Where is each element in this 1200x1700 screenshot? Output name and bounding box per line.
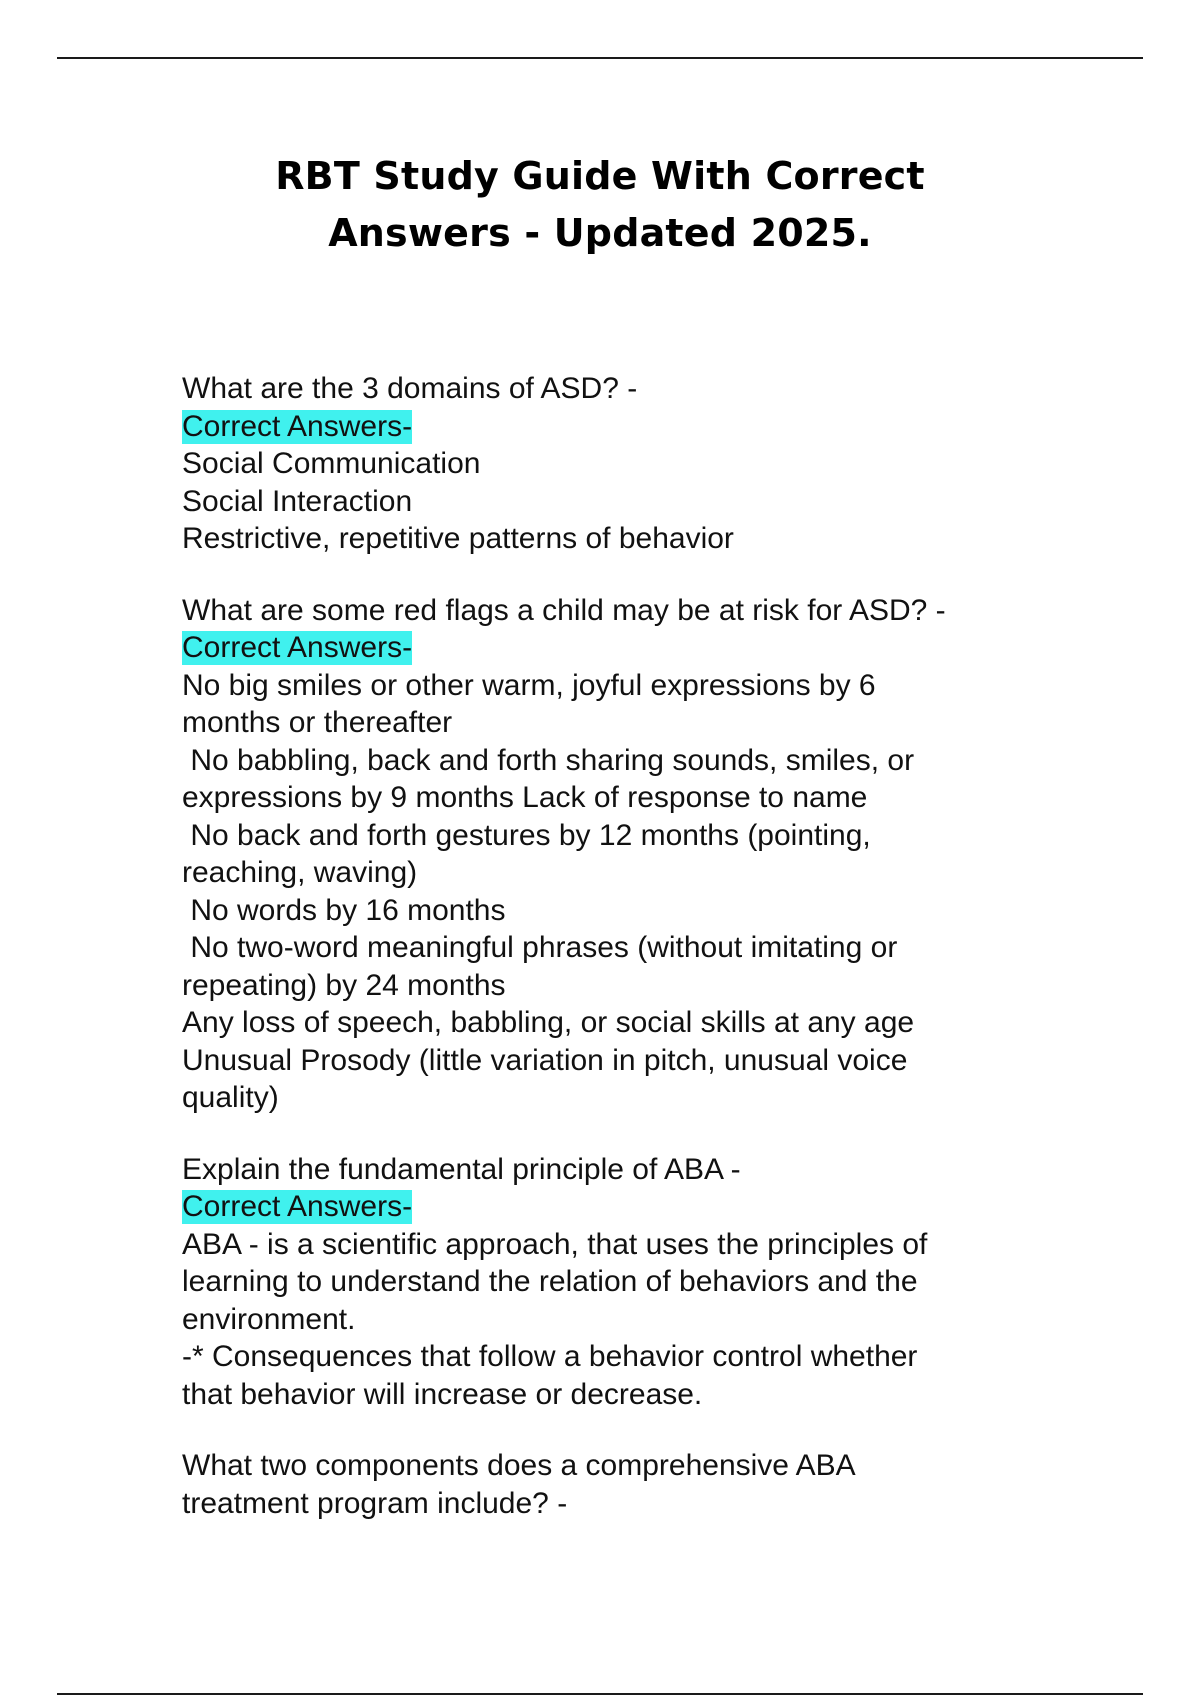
qa-item — [182, 1447, 1062, 1522]
answer-line: No big smiles or other warm, joyful expressions by 6 — [182, 668, 876, 702]
answer-line: learning to understand the relation of behaviors and the — [182, 1265, 918, 1298]
document-body — [182, 370, 1062, 1556]
answer-line: No back and forth gestures by 12 months (pointing, — [182, 818, 871, 852]
answer-line: Restrictive, repetitive patterns of behavior — [182, 522, 734, 555]
qa-item — [182, 370, 1062, 558]
answer-line: quality) — [182, 1081, 279, 1114]
question-text: treatment program include? - — [182, 1486, 568, 1520]
answer-line: No babbling, back and forth sharing sounds, smiles, or — [182, 743, 915, 777]
answer-line: No words by 16 months — [182, 893, 506, 927]
answer-label: Correct Answers- — [182, 1190, 413, 1223]
answer-label: Correct Answers- — [182, 631, 413, 664]
title-line-1: RBT Study Guide With Correct — [275, 154, 925, 198]
header-rule — [57, 57, 1143, 59]
answer-line: reaching, waving) — [182, 856, 418, 889]
answer-line: environment. — [182, 1302, 356, 1336]
answer-line: Social Communication — [182, 447, 481, 480]
qa-item — [182, 592, 1062, 1117]
answer-line: Unusual Prosody (little variation in pitch, unusual voice — [182, 1043, 908, 1077]
title-line-2: Answers - Updated 2025. — [328, 211, 872, 255]
document-title — [0, 148, 1200, 262]
answer-label: Correct Answers- — [182, 409, 413, 443]
question-text: What are some red flags a child may be at risk for ASD? - — [182, 593, 946, 627]
qa-item — [182, 1151, 1062, 1414]
answer-line: Any loss of speech, babbling, or social skills at any age — [182, 1006, 915, 1039]
footer-rule — [57, 1693, 1143, 1695]
question-text: What two components does a comprehensive ABA — [182, 1449, 856, 1482]
answer-line: No two-word meaningful phrases (without imitating or — [182, 931, 898, 964]
answer-line: expressions by 9 months Lack of response to name — [182, 781, 868, 814]
answer-line: ABA - is a scientific approach, that uses the principles of — [182, 1227, 928, 1261]
answer-line: -* Consequences that follow a behavior control whether — [182, 1340, 918, 1373]
answer-line: repeating) by 24 months — [182, 968, 506, 1002]
question-text: What are the 3 domains of ASD? - — [182, 372, 638, 405]
answer-line: Social Interaction — [182, 484, 413, 518]
answer-line: months or thereafter — [182, 706, 453, 739]
answer-line: that behavior will increase or decrease. — [182, 1377, 703, 1411]
question-text: Explain the fundamental principle of ABA - — [182, 1152, 741, 1186]
